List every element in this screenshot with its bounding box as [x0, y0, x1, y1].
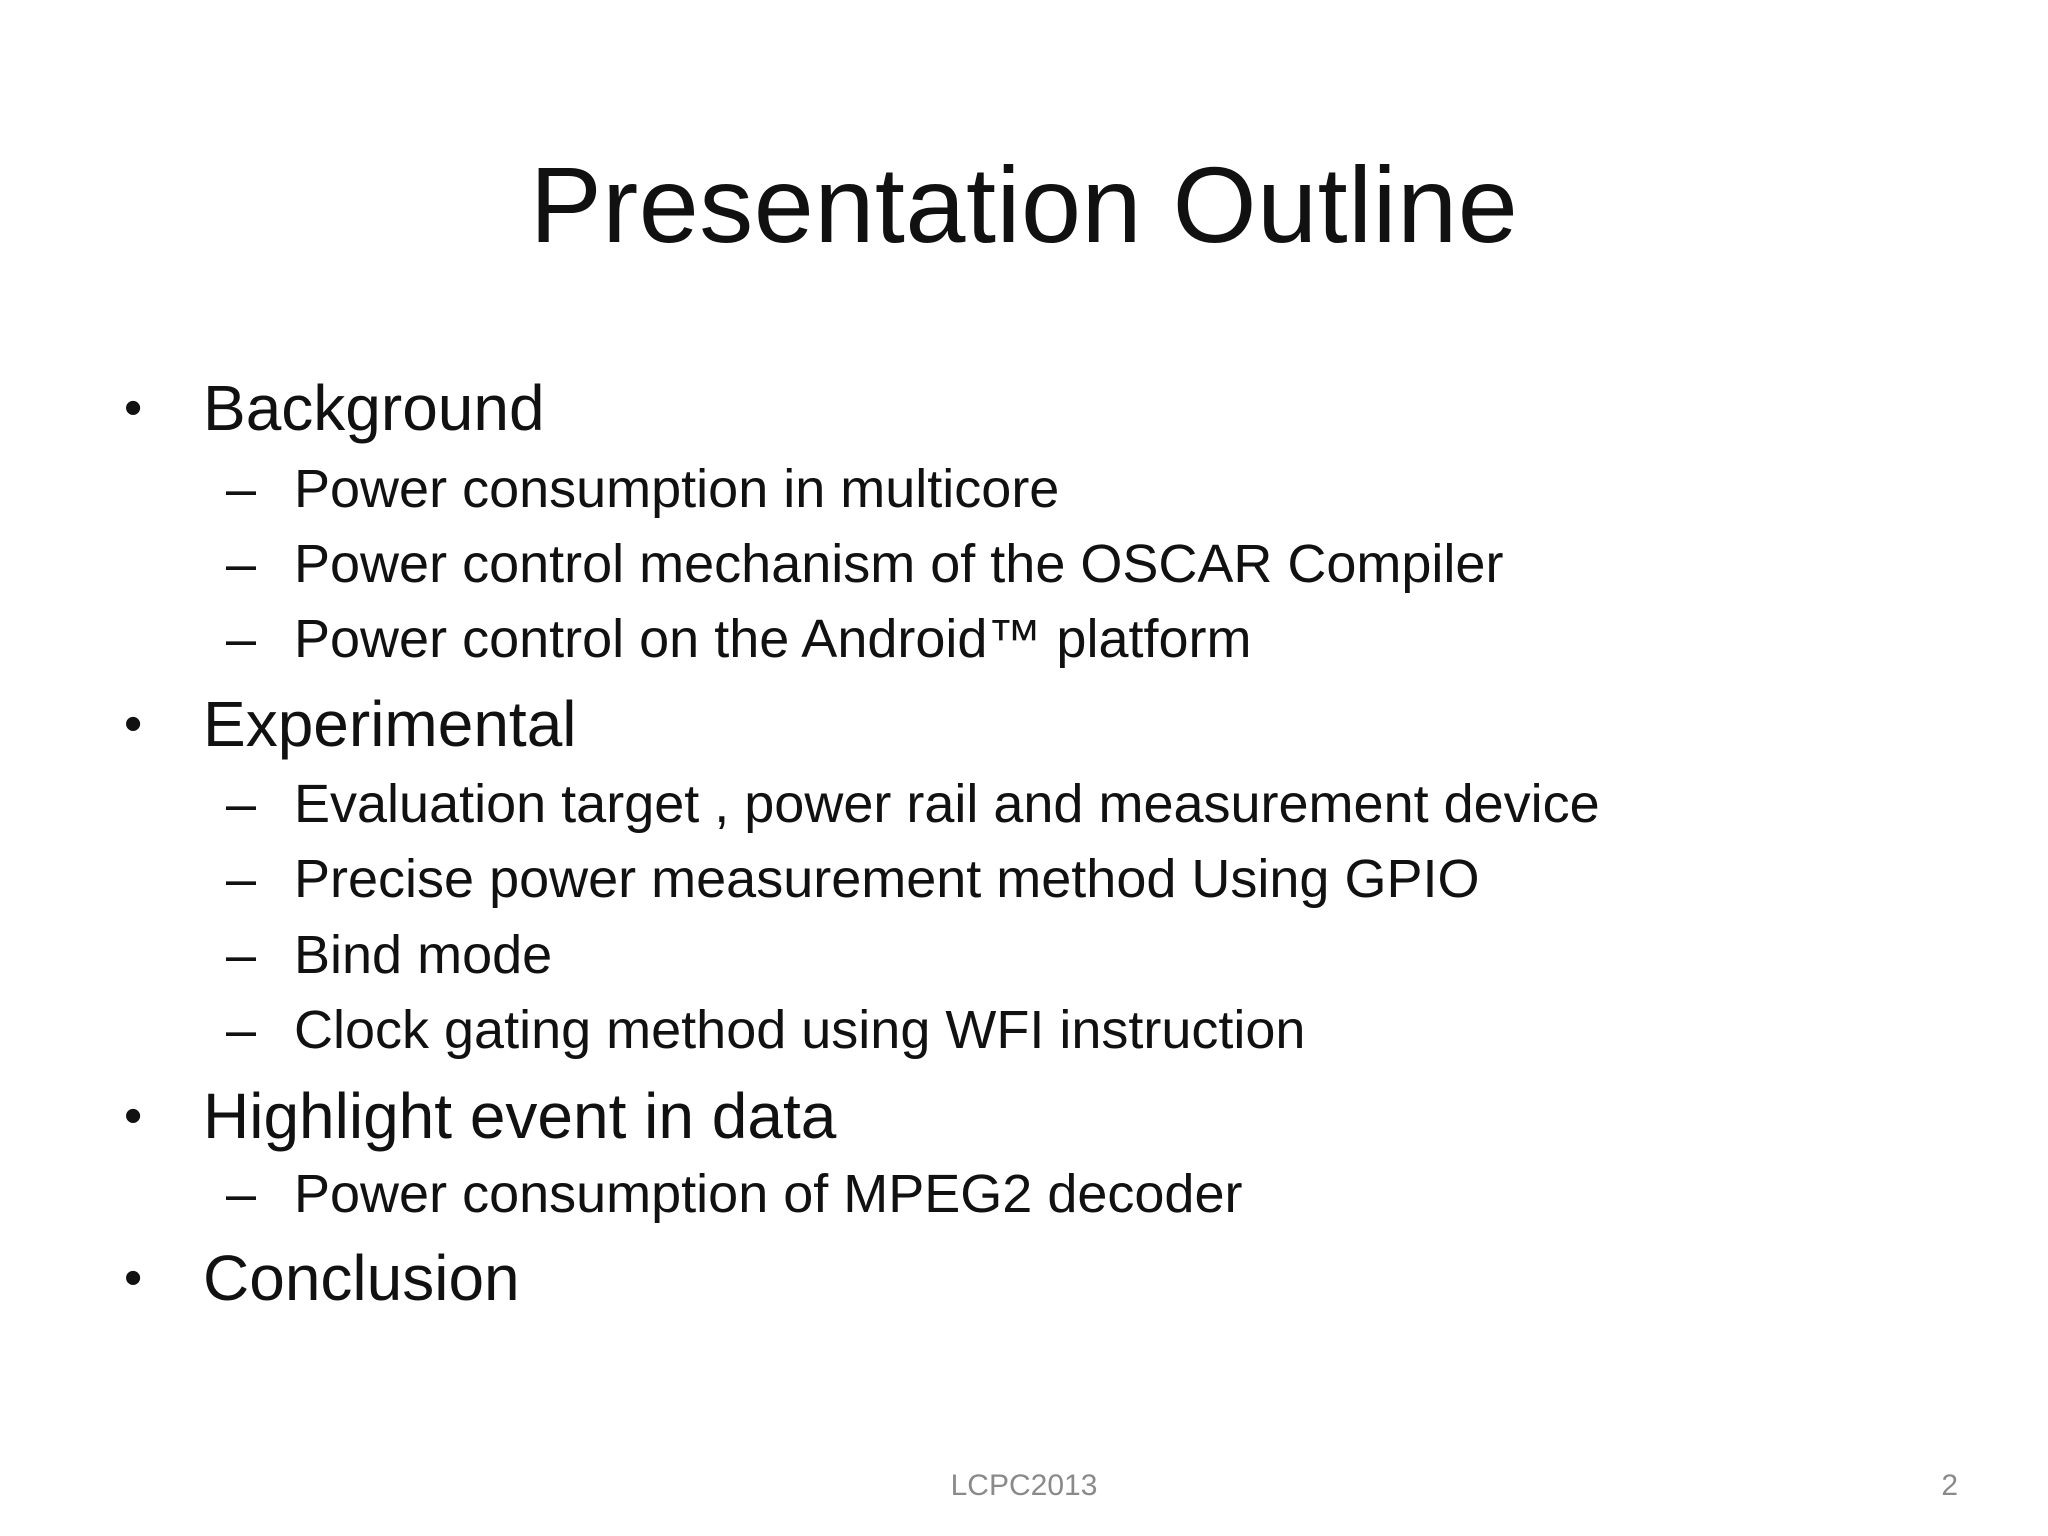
- dash-marker: –: [226, 1000, 257, 1060]
- footer-text: LCPC2013: [950, 1469, 1098, 1502]
- outline-subitem-label: Bind mode: [294, 925, 553, 985]
- bullet-marker: •: [124, 1249, 143, 1307]
- dash-marker: –: [226, 849, 257, 909]
- outline-subitem-label: Precise power measurement method Using GPIO: [294, 849, 1480, 909]
- outline-subitem-label: Evaluation target , power rail and measurement device: [294, 774, 1600, 834]
- dash-marker: –: [226, 459, 257, 519]
- outline-subitem-label: Power control on the Android™ platform: [294, 609, 1252, 669]
- dash-marker: –: [226, 925, 257, 985]
- outline-subitem-label: Power consumption of MPEG2 decoder: [294, 1164, 1243, 1224]
- dash-marker: –: [226, 609, 257, 669]
- dash-marker: –: [226, 534, 257, 594]
- outline-item-label: Background: [203, 372, 545, 444]
- bullet-marker: •: [124, 379, 143, 437]
- outline-subitem-label: Clock gating method using WFI instruction: [294, 1000, 1306, 1060]
- outline-subitem-label: Power control mechanism of the OSCAR Compiler: [294, 534, 1504, 594]
- slide-title: Presentation Outline: [529, 144, 1519, 265]
- outline-item-label: Experimental: [203, 688, 577, 760]
- bullet-marker: •: [124, 1087, 143, 1145]
- outline-subitem-label: Power consumption in multicore: [294, 459, 1060, 519]
- dash-marker: –: [226, 1164, 257, 1224]
- outline-item-label: Conclusion: [203, 1242, 520, 1314]
- outline-item-label: Highlight event in data: [203, 1080, 837, 1152]
- dash-marker: –: [226, 774, 257, 834]
- bullet-marker: •: [124, 695, 143, 753]
- page-number: 2: [1941, 1469, 1958, 1502]
